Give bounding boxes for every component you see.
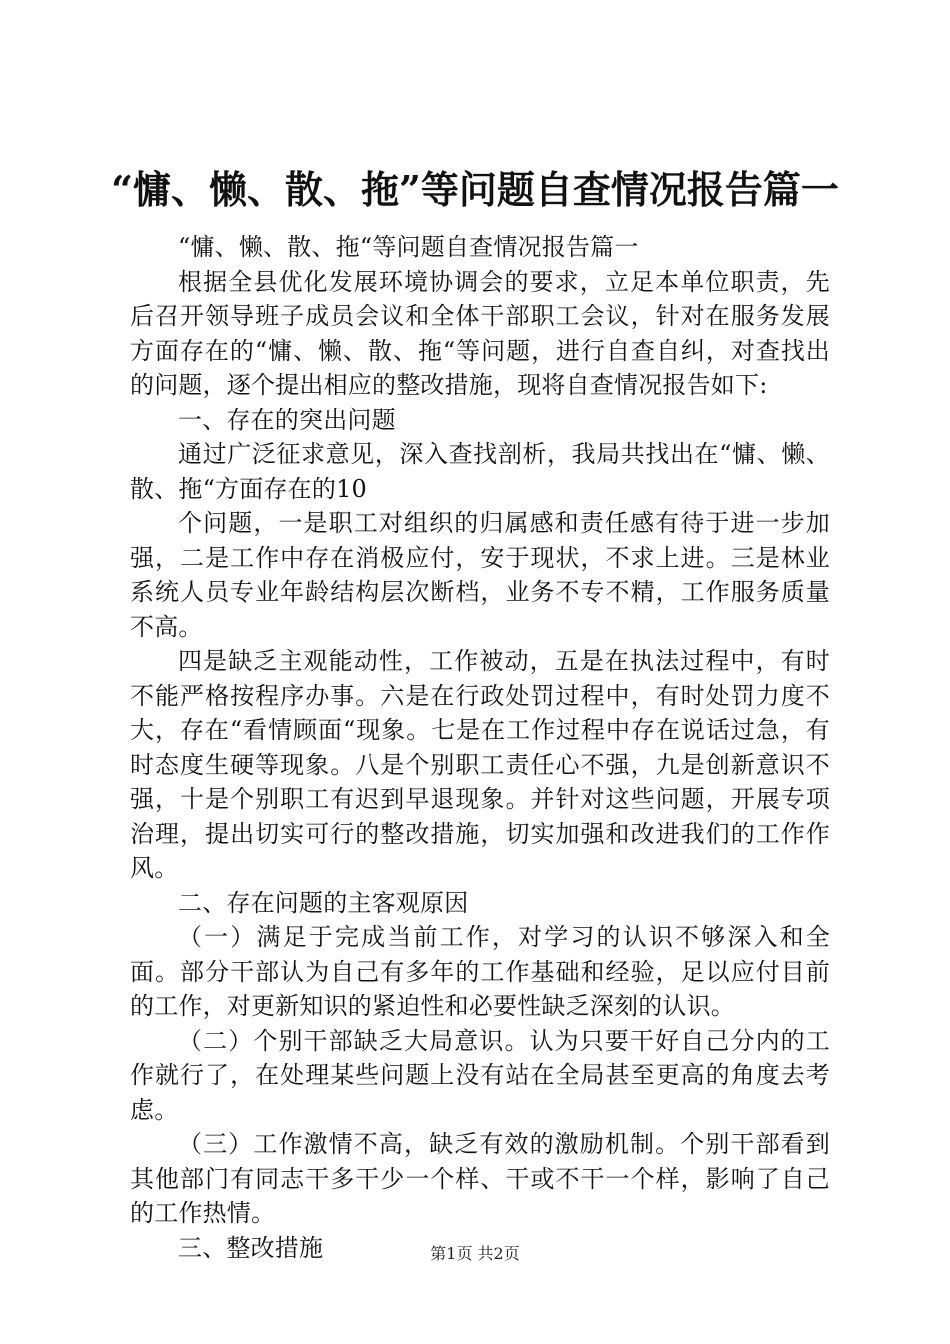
body-paragraph: （三）工作激情不高，缺乏有效的激励机制。个别干部看到其他部门有同志干多干少一个样、干或不干一个样，影响了自己的工作热情。: [130, 1130, 830, 1227]
body-paragraph: 四是缺乏主观能动性，工作被动，五是在执法过程中，有时不能严格按程序办事。六是在行政处罚过程中，有时处罚力度不大，存在“看情顾面“现象。七是在工作过程中存在说话过急，有时态度生硬等现象。八是个别职工责任心不强，九是创新意识不强，十是个别职工有迟到早退现象。并针对这些问题，开展专项治理，提出切实可行的整改措施，切实加强和改进我们的工作作风。: [130, 647, 830, 882]
section-heading-1: 一、存在的突出问题: [178, 405, 396, 434]
body-paragraph: 通过广泛征求意见，深入查找剖析，我局共找出在“慵、懒、散、拖“方面存在的10: [130, 440, 830, 503]
body-paragraph: 个问题，一是职工对组织的归属感和责任感有待于进一步加强，二是工作中存在消极应付，安于现状，不求上进。三是林业系统人员专业年龄结构层次断档，业务不专不精，工作服务质量不高。: [130, 509, 830, 641]
document-title: “慵、懒、散、拖”等问题自查情况报告篇一: [111, 167, 839, 212]
subtitle-paragraph: “慵、懒、散、拖“等问题自查情况报告篇一: [178, 233, 639, 261]
intro-paragraph: 根据全县优化发展环境协调会的要求，立足本单位职责，先后召开领导班子成员会议和全体干部职工会议，针对在服务发展方面存在的“慵、懒、散、拖“等问题，进行自查自纠，对查找出的问题，逐个提出相应的整改措施，现将自查情况报告如下:: [130, 267, 830, 399]
page-number-footer: 第1页 共2页: [430, 1244, 520, 1263]
section-heading-2: 二、存在问题的主客观原因: [178, 888, 469, 917]
section-heading-3: 三、整改措施: [178, 1233, 324, 1262]
body-paragraph: （一）满足于完成当前工作，对学习的认识不够深入和全面。部分干部认为自己有多年的工作基础和经验，足以应付目前的工作，对更新知识的紧迫性和必要性缺乏深刻的认识。: [130, 923, 830, 1020]
body-paragraph: （二）个别干部缺乏大局意识。认为只要干好自己分内的工作就行了，在处理某些问题上没有站在全局甚至更高的角度去考虑。: [130, 1026, 830, 1124]
document-body: [130, 230, 830, 1265]
